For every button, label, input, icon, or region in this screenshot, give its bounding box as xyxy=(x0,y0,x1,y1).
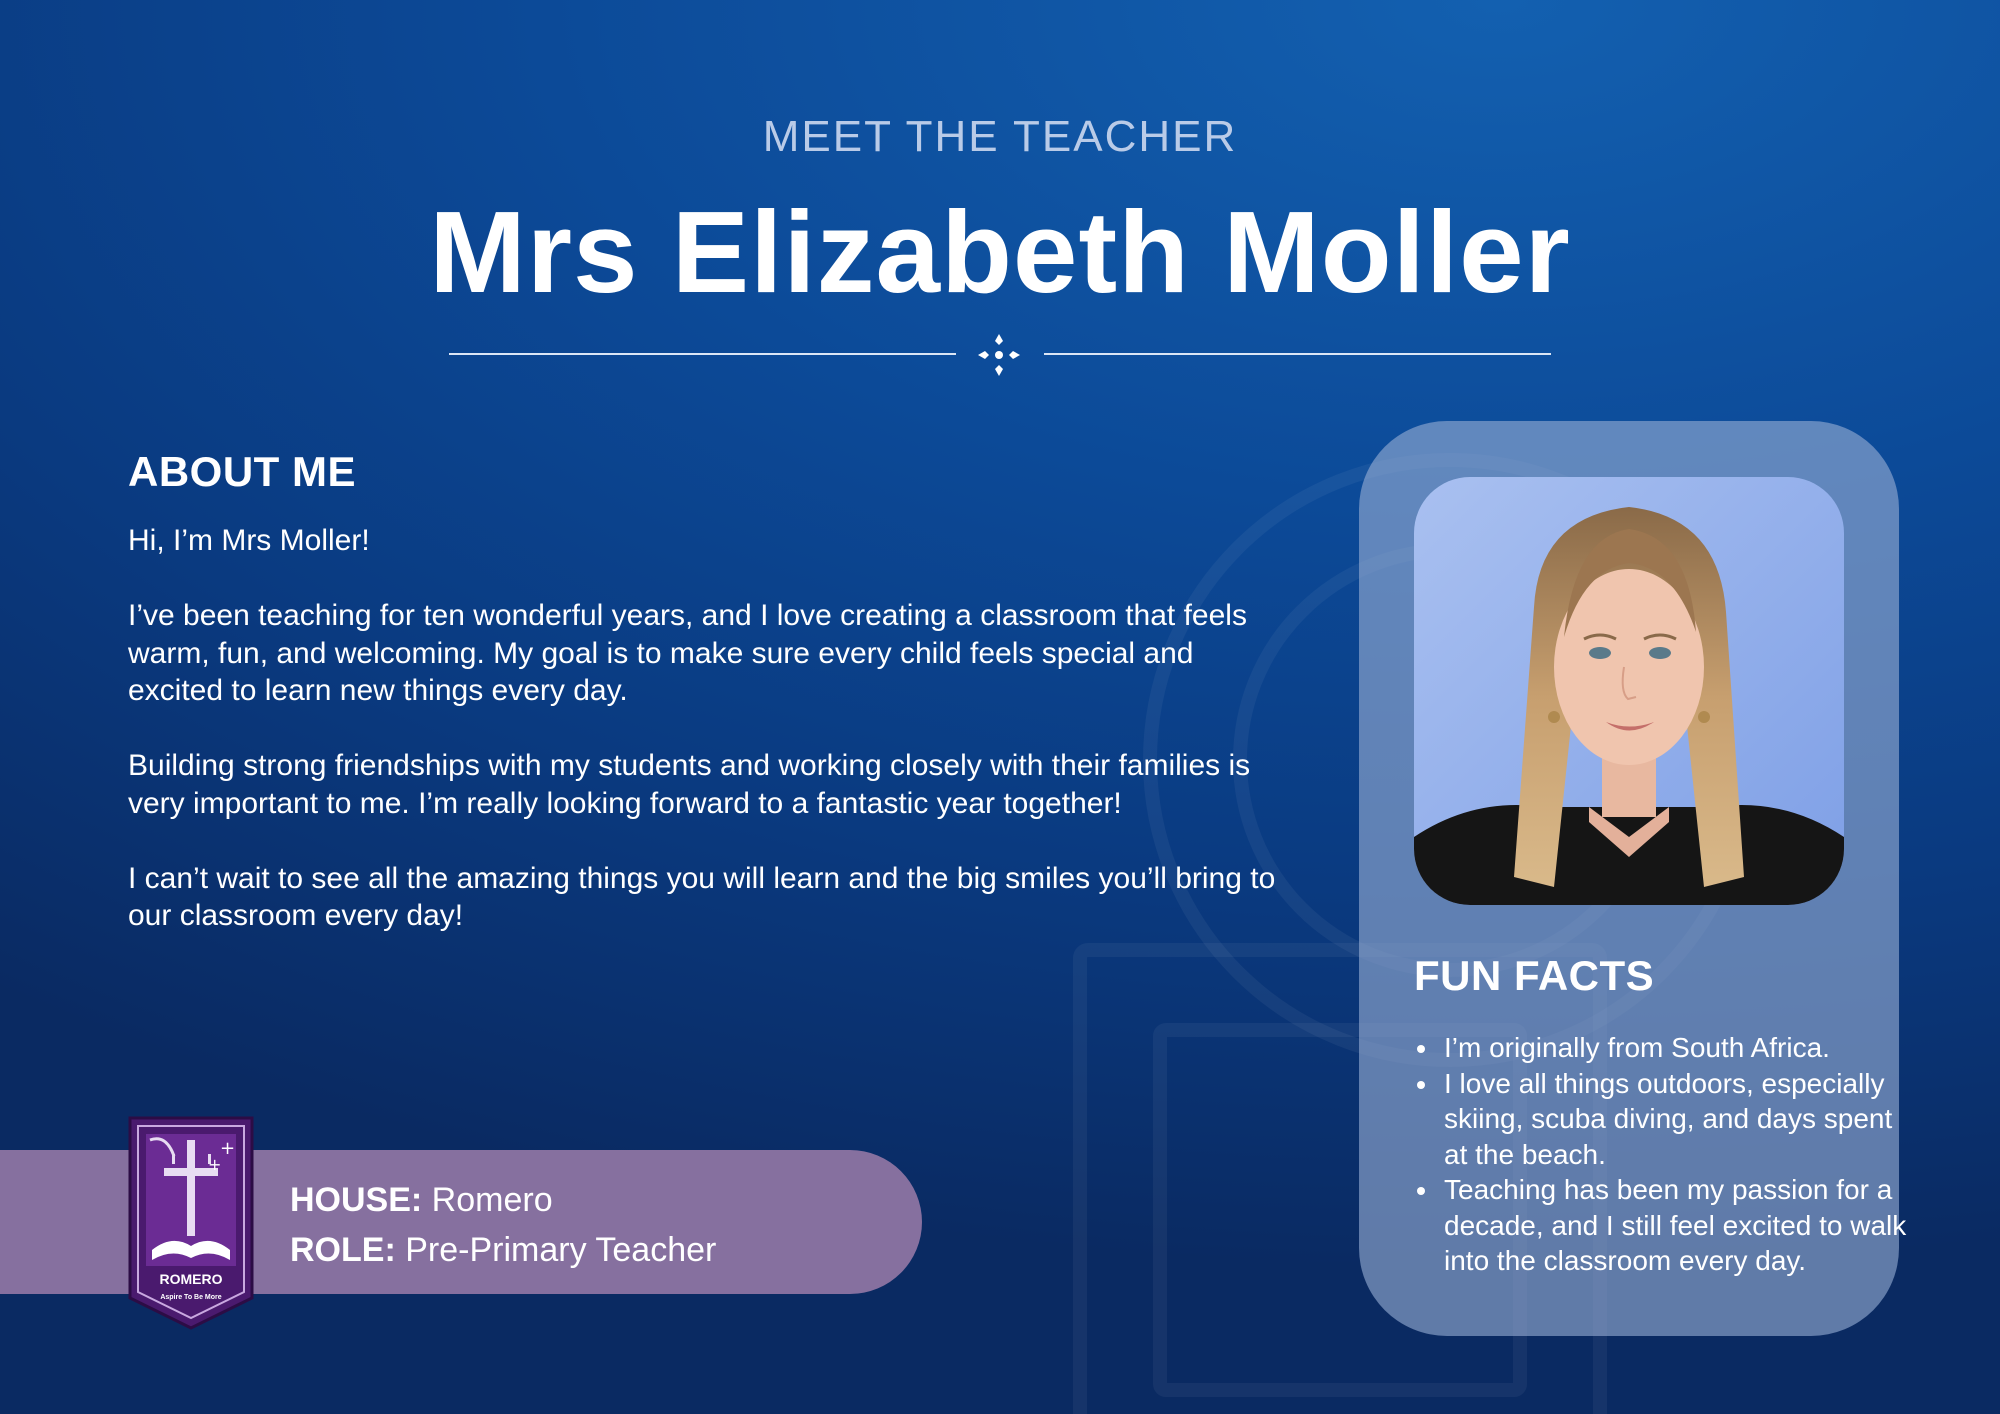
about-heading: ABOUT ME xyxy=(128,448,356,495)
house-role-text xyxy=(290,1175,716,1275)
fun-facts-list xyxy=(1414,1030,1910,1279)
role-line xyxy=(290,1225,716,1275)
teacher-photo xyxy=(1414,477,1844,905)
crest-name: ROMERO xyxy=(159,1271,223,1287)
about-body xyxy=(128,522,1288,972)
cross-ornament-icon xyxy=(976,332,1022,378)
fun-facts-heading: FUN FACTS xyxy=(1414,952,1655,999)
romero-house-crest xyxy=(128,1116,254,1330)
role-label: ROLE: xyxy=(290,1231,396,1269)
crest-motto: Aspire To Be More xyxy=(160,1294,222,1301)
fun-fact-item: • I’m originally from South Africa. xyxy=(1440,1030,1910,1066)
svg-text:+: + xyxy=(220,1138,236,1159)
fun-fact-item: • Teaching has been my passion for a decade, and I still feel excited to walk into the classroom every day. xyxy=(1440,1172,1910,1279)
about-paragraph: I can’t wait to see all the amazing things you will learn and the big smiles you’ll bring to our classroom every day! xyxy=(128,861,1276,932)
house-line xyxy=(290,1175,716,1225)
page-kicker: MEET THE TEACHER xyxy=(762,112,1238,161)
teacher-portrait-image xyxy=(1414,477,1844,905)
role-value: Pre-Primary Teacher xyxy=(395,1231,717,1269)
teacher-name: Mrs Elizabeth Moller xyxy=(429,187,1571,317)
divider-line-left xyxy=(449,353,956,355)
about-paragraph: I’ve been teaching for ten wonderful years, and I love creating a classroom that feels warm, fun, and welcoming. My goal is to make sure every child feels special and excited to learn new things every day. xyxy=(128,599,1247,707)
divider-line-right xyxy=(1044,353,1551,355)
about-paragraph: Hi, I’m Mrs Moller! xyxy=(128,524,370,557)
svg-text:+: + xyxy=(208,1155,222,1174)
house-label: HOUSE: xyxy=(290,1181,423,1219)
about-paragraph: Building strong friendships with my students and working closely with their families is very important to me. I’m really looking forward to a fantastic year together! xyxy=(128,749,1251,820)
house-value: Romero xyxy=(422,1181,553,1219)
fun-fact-item: • I love all things outdoors, especially skiing, scuba diving, and days spent at the beach. xyxy=(1440,1066,1910,1173)
